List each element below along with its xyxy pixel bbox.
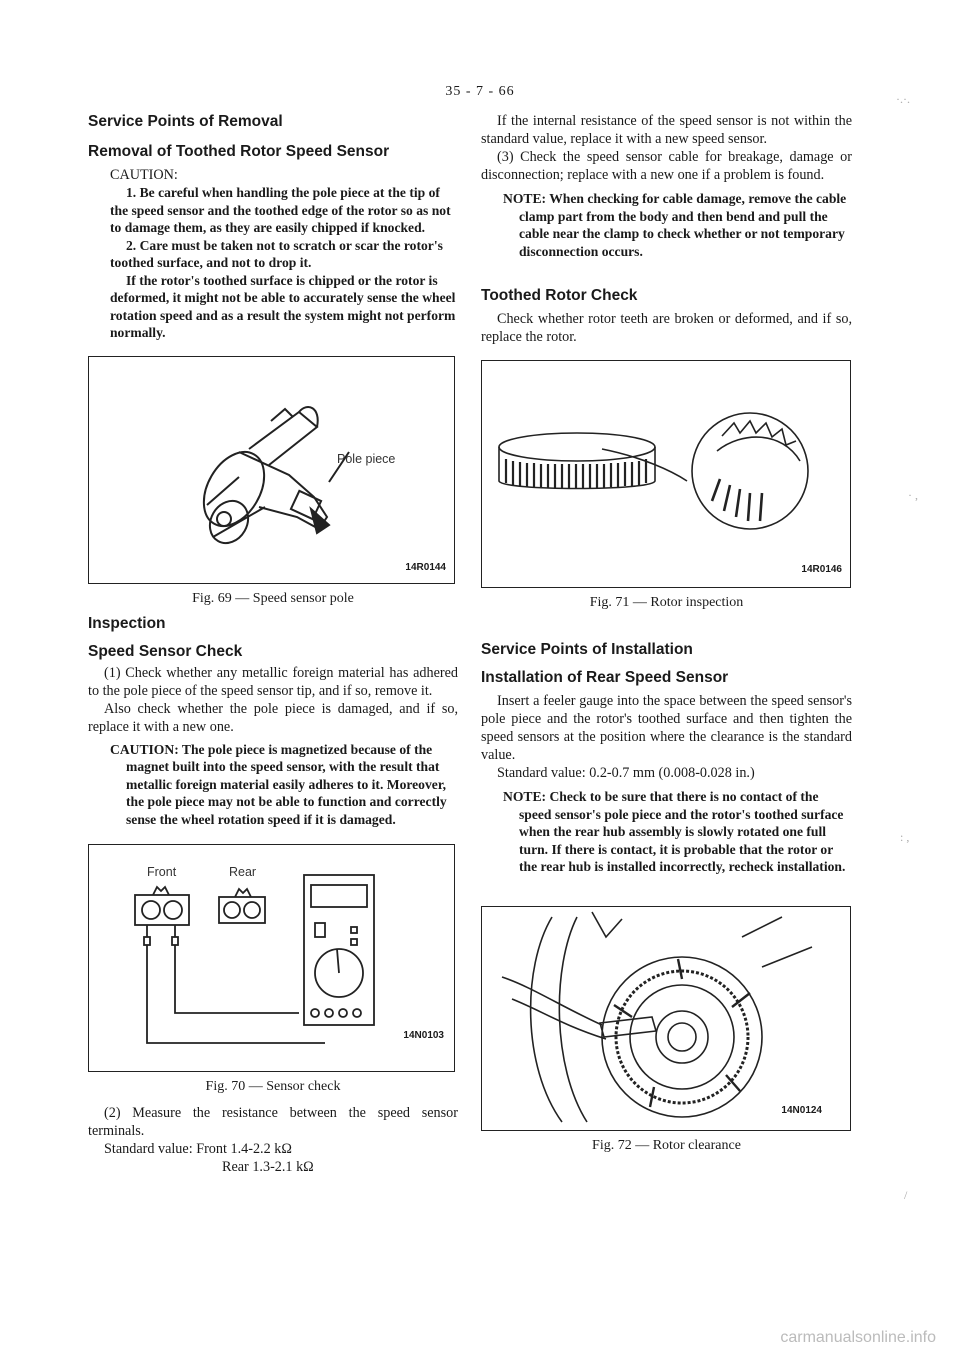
scan-speck: · , <box>908 488 918 502</box>
resistance-text: If the internal resistance of the speed sensor is not within the standard value, replace it with a new speed sensor. <box>481 113 852 147</box>
figure-69 <box>88 356 455 584</box>
figure-71 <box>481 360 851 588</box>
speed-sensor-illustration <box>89 357 453 582</box>
install-std-value: Standard value: 0.2-0.7 mm (0.008-0.028 in.) <box>497 765 755 781</box>
check-step-1b: Also check whether the pole piece is damaged, and if so, replace it with a new one. <box>88 700 458 735</box>
note-contact: NOTE: Check to be sure that there is no contact of the speed sensor's pole piece and the rotor's toothed surface when the rear hub assembly is slowly rotated one full turn. If there is contact, it is probable that the rotor or the rear hub is installed incorrectly, recheck installation. <box>503 789 846 874</box>
heading-speed-sensor-check: Speed Sensor Check <box>88 642 243 660</box>
rotor-check-text: Check whether rotor teeth are broken or deformed, and if so, replace the rotor. <box>481 311 852 345</box>
caution-magnet: CAUTION: The pole piece is magnetized because of the magnet built into the speed sensor, with the result that metallic foreign material easily adheres to it. Moreover, the pole piece may not be able to function and correctly sense the wheel rotation speed if it is damaged. <box>110 741 447 827</box>
install-text: Insert a feeler gauge into the space between the speed sensor's pole piece and the rotor's toothed surface and then tighten the speed sensors at the position where the clearance is the standard value. <box>481 693 852 763</box>
heading-installation-rear-sensor: Installation of Rear Speed Sensor <box>481 669 729 686</box>
figure-70-caption: Fig. 70 — Sensor check <box>205 1079 341 1094</box>
rotor-inspection-illustration <box>482 361 849 586</box>
figure-72-caption: Fig. 72 — Rotor clearance <box>592 1137 741 1153</box>
caution-item-3: If the rotor's toothed surface is chipped or the rotor is deformed, it might not be able to accurately sense the wheel rotation speed and as a result the system might not perform normally. <box>110 272 456 340</box>
scan-speck: ·.·. <box>896 92 910 106</box>
right-column <box>481 112 852 1155</box>
check-step-3: (3) Check the speed sensor cable for breakage, damage or disconnection; replace with a new one if a problem is found. <box>481 149 852 183</box>
figure-71-caption: Fig. 71 — Rotor inspection <box>589 595 744 610</box>
note-cable: NOTE: When checking for cable damage, remove the cable clamp part from the body and then bend and pull the cable near the clamp to check whether or not temporary disconnection occurs. <box>503 191 847 259</box>
heading-service-points-removal: Service Points of Removal <box>88 113 283 130</box>
page-number: 35 - 7 - 66 <box>445 84 515 99</box>
figure-70-code: 14N0103 <box>403 1030 444 1041</box>
pole-piece-label: Pole piece <box>337 451 396 466</box>
figure-70 <box>88 844 455 1072</box>
rotor-clearance-illustration <box>482 907 849 1129</box>
heading-inspection: Inspection <box>88 614 166 632</box>
rear-label: Rear <box>229 865 257 879</box>
check-step-2: (2) Measure the resistance between the speed sensor terminals. <box>88 1105 458 1139</box>
heading-removal-toothed-rotor: Removal of Toothed Rotor Speed Sensor <box>88 143 390 160</box>
left-column <box>88 112 458 1176</box>
figure-72 <box>481 906 851 1131</box>
figure-69-caption: Fig. 69 — Speed sensor pole <box>192 590 354 606</box>
figure-69-code: 14R0144 <box>405 561 446 573</box>
watermark: carmanualsonline.info <box>780 1329 936 1346</box>
check-step-1: (1) Check whether any metallic foreign material has adhered to the pole piece of the speed sensor tip, and if so, remove it. <box>88 664 458 699</box>
front-label: Front <box>147 865 177 879</box>
caution-label: CAUTION: <box>110 167 178 183</box>
caution-item-2: 2. Care must be taken not to scratch or scar the rotor's toothed surface, and not to drop it. <box>110 237 443 270</box>
scan-speck: : , <box>900 830 910 844</box>
heading-service-points-installation: Service Points of Installation <box>481 641 693 658</box>
figure-72-code: 14N0124 <box>781 1104 822 1116</box>
std-value-front: Standard value: Front 1.4-2.2 kΩ <box>104 1141 292 1157</box>
std-value-rear: Rear 1.3-2.1 kΩ <box>222 1159 314 1175</box>
sensor-check-diagram <box>89 845 453 1070</box>
scan-speck: / <box>904 1188 908 1202</box>
figure-71-code: 14R0146 <box>801 564 842 575</box>
caution-item-1: 1. Be careful when handling the pole piece at the tip of the speed sensor and the toothed edge of the rotor so as not to damage them, as they are easily chipped if knocked. <box>110 185 451 235</box>
heading-toothed-rotor-check: Toothed Rotor Check <box>481 287 638 304</box>
